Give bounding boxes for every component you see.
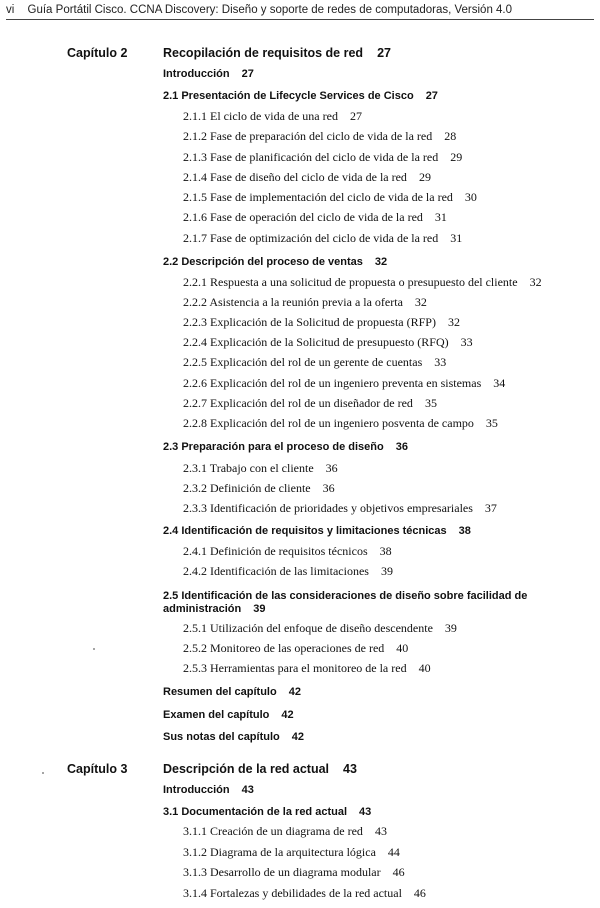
toc-entry-text: 2.2.1 Respuesta a una solicitud de propuesta o presupuesto del cliente: [183, 275, 518, 289]
toc-section: [163, 441, 408, 453]
toc-entry-page: 30: [464, 190, 477, 204]
toc-subsection: [183, 661, 431, 676]
toc-entry-text: Introducción: [163, 68, 230, 80]
toc-entry-text: 3.1.2 Diagrama de la arquitectura lógica: [183, 845, 376, 859]
toc-entry-page: 35: [424, 396, 437, 410]
toc-entry-page: 32: [529, 275, 542, 289]
toc-subsection: [183, 824, 387, 839]
toc-entry-page: 31: [434, 210, 447, 224]
toc-entry-page: 40: [396, 641, 409, 655]
toc-subsection: [183, 210, 447, 225]
toc-subsection: [183, 150, 462, 165]
toc-subsection: [183, 845, 400, 860]
chapter-title-text: Descripción de la red actual: [163, 762, 330, 776]
toc-entry-text: 2.4 Identificación de requisitos y limitaciones técnicas: [163, 525, 447, 537]
book-title: Guía Portátil Cisco. CCNA Discovery: Diseño y soporte de redes de computadoras, Versión 4.0: [27, 4, 513, 16]
toc-subsection: [183, 295, 427, 310]
toc-section: [163, 590, 583, 616]
page-number: vi: [6, 4, 15, 16]
toc-entry-page: 44: [387, 845, 400, 859]
toc-entry-text: 3.1.4 Fortalezas y debilidades de la red actual: [183, 886, 402, 900]
toc-entry-text: 2.3.1 Trabajo con el cliente: [183, 461, 314, 475]
toc-section: [163, 784, 254, 796]
toc-subsection: [183, 886, 426, 901]
toc-subsection: [183, 416, 498, 431]
toc-entry-page: 32: [374, 256, 388, 268]
toc-subsection: [183, 170, 431, 185]
toc-entry-page: 35: [485, 416, 498, 430]
chapter-page: 43: [343, 762, 357, 776]
toc-subsection: [183, 621, 457, 636]
toc-entry-page: 33: [460, 335, 473, 349]
toc-entry-text: 2.5.3 Herramientas para el monitoreo de la red: [183, 661, 407, 675]
toc-entry-text: 2.2.4 Explicación de la Solicitud de presupuesto (RFQ): [183, 335, 449, 349]
toc-subsection: [183, 564, 393, 579]
toc-entry-text: 2.4.2 Identificación de las limitaciones: [183, 564, 369, 578]
toc-entry-page: 37: [484, 501, 497, 515]
toc-entry-page: 43: [359, 806, 372, 818]
toc-entry-page: 36: [395, 441, 408, 453]
toc-entry-page: 32: [414, 295, 427, 309]
toc-entry-page: 32: [447, 315, 460, 329]
toc-entry-page: 46: [413, 886, 426, 900]
toc-entry-text: Sus notas del capítulo: [163, 731, 280, 743]
toc-entry-text: 2.2.8 Explicación del rol de un ingeniero posventa de campo: [183, 416, 474, 430]
toc-subsection: [183, 109, 362, 124]
toc-entry-page: 39: [253, 603, 266, 615]
toc-entry-text: Examen del capítulo: [163, 709, 270, 721]
chapter-title: [163, 762, 357, 776]
toc-entry-page: 36: [325, 461, 338, 475]
toc-entry-text: 2.5.1 Utilización del enfoque de diseño descendente: [183, 621, 433, 635]
toc-entry-page: 39: [444, 621, 457, 635]
toc-subsection: [183, 865, 405, 880]
toc-entry-page: 27: [349, 109, 362, 123]
toc-section: [163, 90, 438, 102]
toc-entry-page: 27: [425, 90, 438, 102]
chapter-title: [163, 46, 391, 60]
toc-entry-text: 2.1.2 Fase de preparación del ciclo de vida de la red: [183, 129, 433, 143]
toc-entry-page: 42: [288, 686, 301, 698]
toc-entry-text: 2.1.4 Fase de diseño del ciclo de vida de la red: [183, 170, 407, 184]
toc-entry-text: Resumen del capítulo: [163, 686, 277, 698]
toc-entry-page: 28: [444, 129, 457, 143]
toc-entry-text: Introducción: [163, 784, 230, 796]
toc-subsection: [183, 376, 505, 391]
toc-subsection: [183, 641, 408, 656]
toc-entry-page: 31: [450, 231, 463, 245]
running-head: [6, 4, 594, 20]
toc-entry-text: 3.1.3 Desarrollo de un diagrama modular: [183, 865, 381, 879]
toc-entry-text: 2.1.1 El ciclo de vida de una red: [183, 109, 338, 123]
toc-section: [163, 806, 371, 818]
toc-entry-page: 38: [458, 525, 471, 537]
toc-subsection: [183, 129, 456, 144]
toc-entry-text: 2.5 Identificación de las consideraciones de diseño sobre facilidad de administración: [163, 590, 528, 615]
toc-entry-page: 29: [450, 150, 463, 164]
toc-entry-text: 2.2 Descripción del proceso de ventas: [163, 256, 363, 268]
toc-entry-text: 2.2.3 Explicación de la Solicitud de propuesta (RFP): [183, 315, 436, 329]
toc-entry-page: 29: [418, 170, 431, 184]
toc-entry-text: 2.3 Preparación para el proceso de diseño: [163, 441, 384, 453]
toc-entry-text: 2.4.1 Definición de requisitos técnicos: [183, 544, 368, 558]
toc-entry-page: 42: [281, 709, 294, 721]
toc-entry-page: 43: [241, 784, 254, 796]
toc-subsection: [183, 335, 473, 350]
toc-entry-text: 3.1 Documentación de la red actual: [163, 806, 348, 818]
toc-section: [163, 709, 294, 721]
toc-subsection: [183, 481, 335, 496]
toc-entry-page: 39: [380, 564, 393, 578]
toc-entry-text: 2.1.7 Fase de optimización del ciclo de vida de la red: [183, 231, 439, 245]
toc-entry-page: 40: [418, 661, 431, 675]
toc-subsection: [183, 275, 542, 290]
toc-entry-text: 2.3.2 Definición de cliente: [183, 481, 311, 495]
toc-subsection: [183, 190, 477, 205]
toc-subsection: [183, 501, 497, 516]
scan-speck: [93, 648, 95, 650]
toc-entry-page: 46: [392, 865, 405, 879]
toc-entry-page: 38: [379, 544, 392, 558]
toc-section: [163, 686, 301, 698]
toc-entry-page: 33: [434, 355, 447, 369]
toc-section: [163, 525, 471, 537]
toc-entry-page: 36: [322, 481, 335, 495]
toc-entry-page: 43: [374, 824, 387, 838]
toc-section: [163, 256, 387, 268]
chapter-label: Capítulo 3: [67, 762, 128, 776]
toc-entry-text: 2.1 Presentación de Lifecycle Services de Cisco: [163, 90, 414, 102]
toc-section: [163, 68, 254, 80]
toc-entry-text: 2.5.2 Monitoreo de las operaciones de red: [183, 641, 385, 655]
chapter-label: Capítulo 2: [67, 46, 128, 60]
chapter-title-text: Recopilación de requisitos de red: [163, 46, 364, 60]
chapter-page: 27: [377, 46, 391, 60]
toc-subsection: [183, 396, 437, 411]
toc-entry-text: 2.2.7 Explicación del rol de un diseñador de red: [183, 396, 413, 410]
scan-speck: [42, 772, 44, 774]
toc-entry-text: 2.1.5 Fase de implementación del ciclo de vida de la red: [183, 190, 453, 204]
toc-entry-text: 2.3.3 Identificación de prioridades y objetivos empresariales: [183, 501, 473, 515]
toc-section: [163, 731, 304, 743]
toc-subsection: [183, 231, 462, 246]
toc-entry-text: 2.1.6 Fase de operación del ciclo de vida de la red: [183, 210, 423, 224]
toc-entry-page: 42: [291, 731, 304, 743]
toc-entry-text: 3.1.1 Creación de un diagrama de red: [183, 824, 363, 838]
toc-entry-text: 2.2.5 Explicación del rol de un gerente de cuentas: [183, 355, 423, 369]
toc-entry-page: 34: [493, 376, 506, 390]
toc-subsection: [183, 461, 338, 476]
toc-subsection: [183, 355, 446, 370]
toc-entry-text: 2.2.2 Asistencia a la reunión previa a la oferta: [183, 295, 403, 309]
toc-entry-page: 27: [241, 68, 254, 80]
toc-entry-text: 2.1.3 Fase de planificación del ciclo de vida de la red: [183, 150, 439, 164]
toc-entry-text: 2.2.6 Explicación del rol de un ingeniero preventa en sistemas: [183, 376, 482, 390]
toc-subsection: [183, 315, 460, 330]
toc-subsection: [183, 544, 392, 559]
